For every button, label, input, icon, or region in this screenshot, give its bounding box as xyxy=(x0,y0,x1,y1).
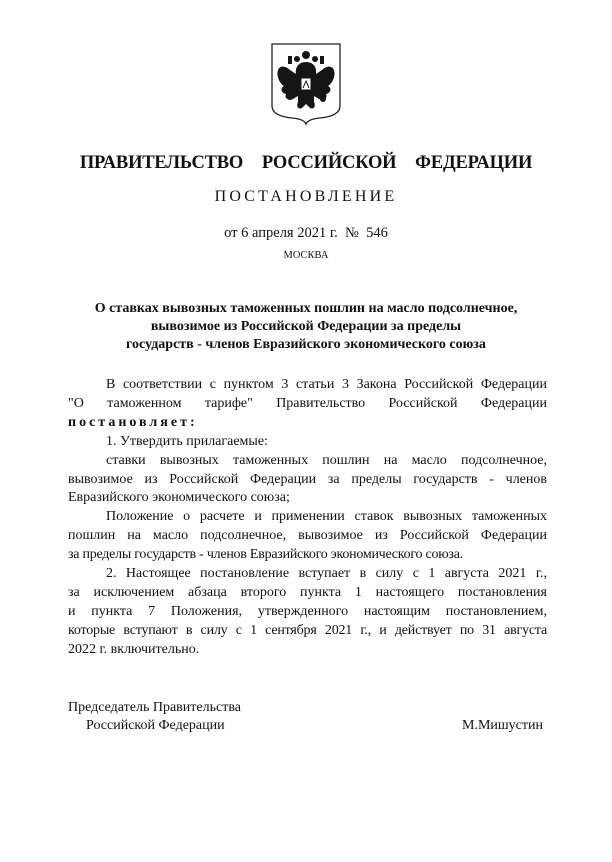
city: МОСКВА xyxy=(283,250,329,261)
body-line: за исключением абзаца второго пункта 1 настоящего постановления xyxy=(68,584,547,600)
title-line: вывозимое из Российской Федерации за пределы xyxy=(150,319,462,334)
body-line: ставки вывозных таможенных пошлин на масло подсолнечное, xyxy=(106,452,547,468)
date-and-number: от 6 апреля 2021 г. № 546 xyxy=(224,225,388,241)
signatory-position-line1: Председатель Правительства xyxy=(68,700,241,715)
signatory-name: М.Мишустин xyxy=(462,718,543,733)
signatory-position-line2: Российской Федерации xyxy=(86,718,225,733)
body-line: 1. Утвердить прилагаемые: xyxy=(106,433,268,449)
title-line: государств - членов Евразийского экономического союза xyxy=(126,337,486,352)
body-line: "О таможенном тарифе" Правительство Российской Федерации xyxy=(68,395,547,411)
body-line: 2022 г. включительно. xyxy=(68,641,200,657)
document-title xyxy=(0,300,612,354)
body-line: 2. Настоящее постановление вступает в силу с 1 августа 2021 г., xyxy=(106,566,547,582)
body-line: Евразийского экономического союза; xyxy=(68,490,290,506)
document-body xyxy=(68,376,547,660)
body-line: за пределы государств - членов Евразийского экономического союза. xyxy=(68,547,463,563)
body-line: и пункта 7 Положения, утвержденного настоящим постановлением, xyxy=(68,603,547,619)
coat-of-arms-icon xyxy=(268,40,344,126)
body-line: вывозимое из Российской Федерации за пределы государств - членов xyxy=(68,471,547,487)
organization-heading: ПРАВИТЕЛЬСТВО РОССИЙСКОЙ ФЕДЕРАЦИИ xyxy=(79,153,533,173)
body-line: которые вступают в силу с 1 сентября 2021 г., и действует по 31 августа xyxy=(68,622,547,638)
title-line: О ставках вывозных таможенных пошлин на масло подсолнечное, xyxy=(94,301,518,316)
coat-of-arms-emblem xyxy=(268,40,344,126)
body-line: В соответствии с пунктом 3 статьи 3 Закона Российской Федерации xyxy=(106,377,547,392)
body-line: Положение о расчете и применении ставок вывозных таможенных xyxy=(106,509,547,525)
body-line-resolves: постановляет: xyxy=(68,414,198,430)
document-type: ПОСТАНОВЛЕНИЕ xyxy=(214,188,398,205)
body-line: пошлин на масло подсолнечное, вывозимое из Российской Федерации xyxy=(68,528,547,544)
